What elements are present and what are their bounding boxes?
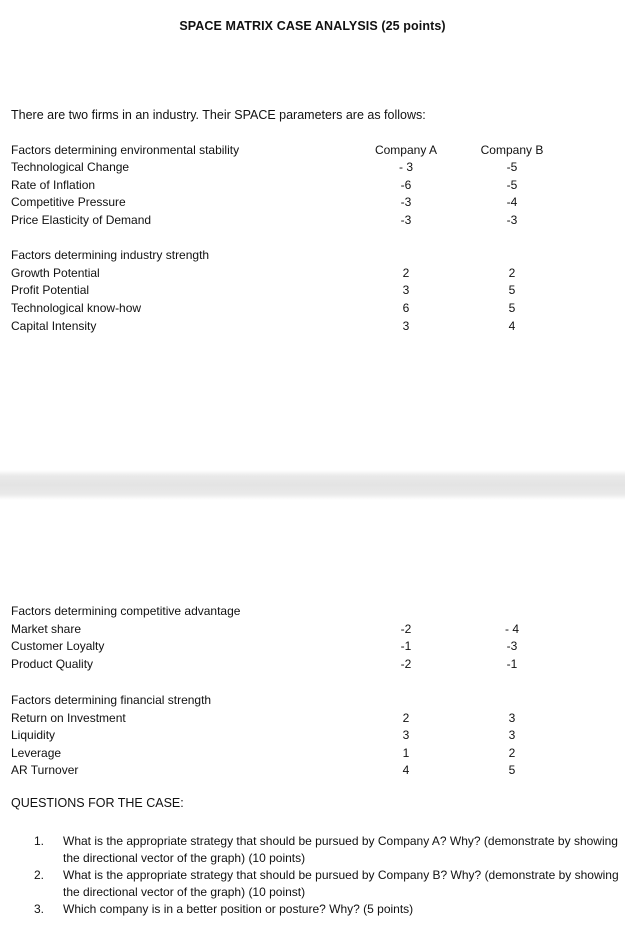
factor-label: AR Turnover [11,763,79,777]
value-company-a: -2 [400,657,412,671]
value-company-a: 1 [402,746,410,760]
section-heading: Factors determining financial strength [11,693,212,707]
value-company-a: -2 [400,622,412,636]
value-company-b: -1 [506,657,518,671]
value-company-b: 2 [508,746,516,760]
question-item [34,833,619,867]
value-company-a: 3 [402,283,410,297]
value-company-b: 5 [508,283,516,297]
questions-heading: QUESTIONS FOR THE CASE: [11,796,184,810]
factor-row [0,282,625,299]
section-heading-row [0,603,625,620]
factor-row [0,177,625,194]
value-company-b: -3 [506,639,518,653]
questions-list [34,833,619,918]
section-heading: Factors determining industry strength [11,248,210,262]
factor-label: Growth Potential [11,266,100,280]
value-company-a: 2 [402,266,410,280]
factor-label: Market share [11,622,82,636]
value-company-a: -3 [400,195,412,209]
factor-row [0,745,625,762]
document-title: SPACE MATRIX CASE ANALYSIS (25 points) [179,19,446,33]
factor-label: Price Elasticity of Demand [11,213,152,227]
page-top [0,0,625,470]
factor-label: Product Quality [11,657,94,671]
factor-label: Technological know-how [11,301,142,315]
factor-row [0,762,625,779]
factor-row [0,621,625,638]
question-number: 2. [34,868,45,882]
value-company-b: 4 [508,319,516,333]
value-company-b: - 4 [504,622,519,636]
factor-row [0,638,625,655]
section-heading-row [0,142,625,159]
value-company-a: -3 [400,213,412,227]
value-company-a: - 3 [398,160,413,174]
column-header-company-a: Company A [374,143,438,157]
question-number: 3. [34,902,45,916]
factor-row [0,318,625,335]
value-company-a: 2 [402,711,410,725]
factor-label: Rate of Inflation [11,178,96,192]
column-header-company-b: Company B [480,143,544,157]
value-company-b: -5 [506,160,518,174]
value-company-b: 3 [508,728,516,742]
factor-row [0,656,625,673]
factor-row [0,727,625,744]
value-company-b: 5 [508,763,516,777]
value-company-a: -1 [400,639,412,653]
section-heading: Factors determining competitive advantage [11,604,241,618]
question-text: What is the appropriate strategy that should be pursued by Company A? Why? (demonstrate by showing the directional vector of the graph) (10 points) [63,834,618,865]
factor-label: Customer Loyalty [11,639,105,653]
page-bottom [0,500,625,945]
factor-label: Return on Investment [11,711,126,725]
question-number: 1. [34,834,45,848]
factor-label: Technological Change [11,160,130,174]
factor-label: Leverage [11,746,62,760]
factor-label: Liquidity [11,728,56,742]
value-company-a: -6 [400,178,412,192]
factor-row [0,710,625,727]
question-item [34,867,619,901]
value-company-a: 4 [402,763,410,777]
section-heading-row [0,247,625,264]
value-company-b: -5 [506,178,518,192]
factor-row [0,159,625,176]
factor-label: Profit Potential [11,283,90,297]
question-item [34,901,619,918]
value-company-b: 2 [508,266,516,280]
value-company-a: 3 [402,728,410,742]
factor-label: Competitive Pressure [11,195,126,209]
value-company-b: 3 [508,711,516,725]
value-company-b: 5 [508,301,516,315]
page-separator [0,470,625,500]
factor-row [0,212,625,229]
factor-row [0,300,625,317]
factor-label: Capital Intensity [11,319,97,333]
value-company-a: 6 [402,301,410,315]
value-company-a: 3 [402,319,410,333]
section-heading-row [0,692,625,709]
question-text: Which company is in a better position or posture? Why? (5 points) [63,902,414,916]
intro-text: There are two firms in an industry. Their SPACE parameters are as follows: [11,108,426,122]
factor-row [0,194,625,211]
section-heading: Factors determining environmental stability [11,143,240,157]
question-text: What is the appropriate strategy that should be pursued by Company B? Why? (demonstrate by showing the directional vector of the graph) (10 poinst) [63,868,619,899]
value-company-b: -4 [506,195,518,209]
factor-row [0,265,625,282]
value-company-b: -3 [506,213,518,227]
